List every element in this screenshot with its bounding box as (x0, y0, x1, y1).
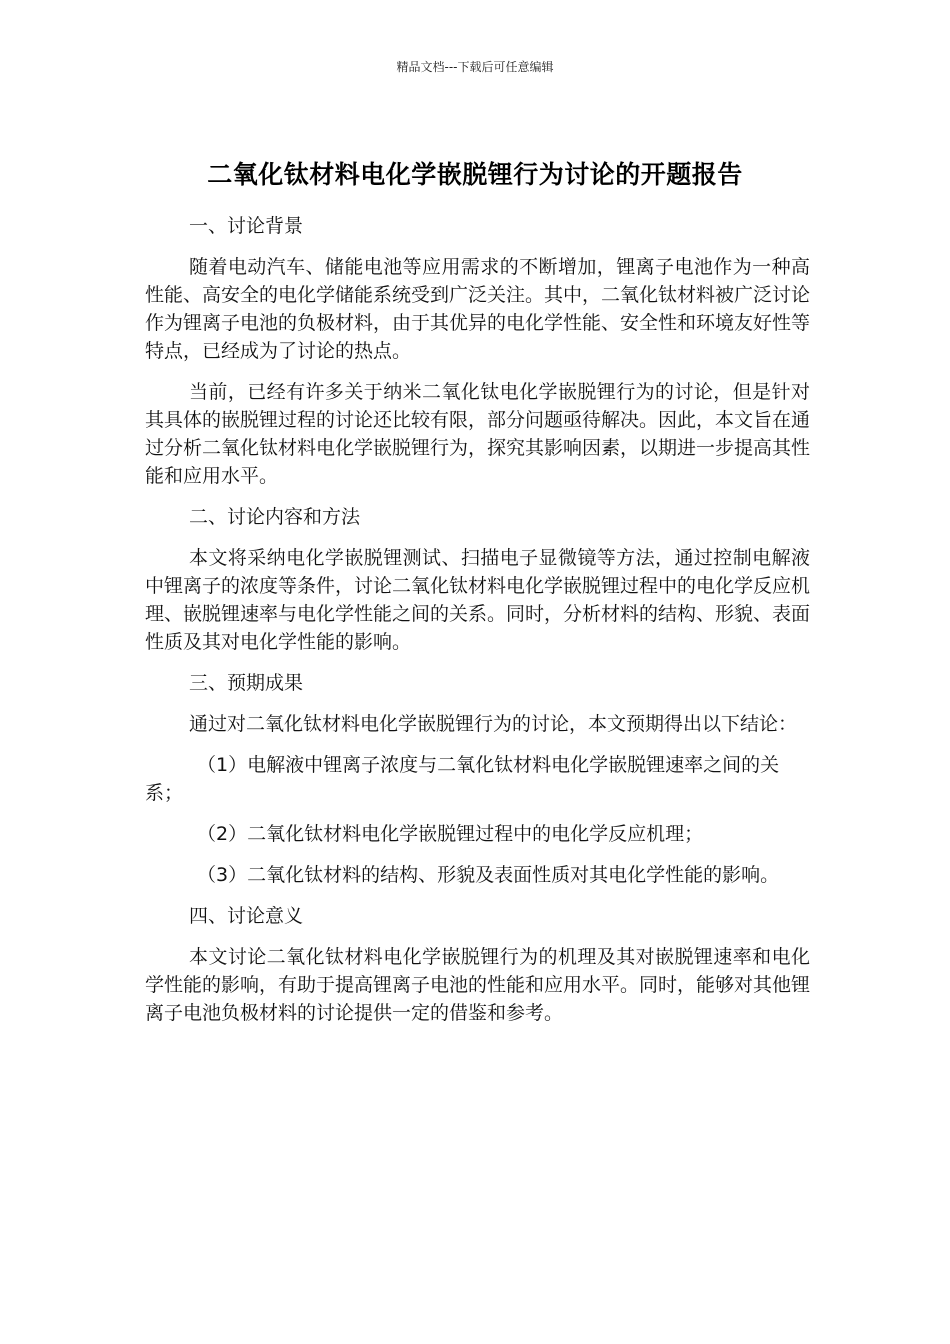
section-heading-content-methods: 二、讨论内容和方法 (189, 506, 361, 528)
list-item: （2）二氧化钛材料电化学嵌脱锂过程中的电化学反应机理； (197, 823, 704, 845)
document-title: 二氧化钛材料电化学嵌脱锂行为讨论的开题报告 (207, 159, 743, 189)
section-heading-expected-results: 三、预期成果 (189, 672, 304, 694)
paragraph: 当前，已经有许多关于纳米二氧化钛电化学嵌脱锂行为的讨论，但是针对其具体的嵌脱锂过程的讨论还比较有限，部分问题亟待解决。因此，本文旨在通过分析二氧化钛材料电化学嵌脱锂行为，探究其影响因素，以期进一步提高其性能和应用水平。 (145, 381, 811, 487)
section-heading-significance: 四、讨论意义 (189, 905, 304, 927)
document-body (145, 212, 810, 1040)
header-note: 精品文档---下载后可任意编辑 (396, 60, 554, 74)
section-heading-background: 一、讨论背景 (189, 215, 304, 237)
paragraph: 本文将采纳电化学嵌脱锂测试、扫描电子显微镜等方法，通过控制电解液中锂离子的浓度等条件，讨论二氧化钛材料电化学嵌脱锂过程中的电化学反应机理、嵌脱锂速率与电化学性能之间的关系。同时，分析材料的结构、形貌、表面性质及其对电化学性能的影响。 (145, 547, 811, 653)
paragraph: 随着电动汽车、储能电池等应用需求的不断增加，锂离子电池作为一种高性能、高安全的电化学储能系统受到广泛关注。其中，二氧化钛材料被广泛讨论作为锂离子电池的负极材料，由于其优异的电化学性能、安全性和环境友好性等特点，已经成为了讨论的热点。 (145, 256, 811, 362)
paragraph: 通过对二氧化钛材料电化学嵌脱锂行为的讨论，本文预期得出以下结论： (189, 713, 798, 735)
paragraph: 本文讨论二氧化钛材料电化学嵌脱锂行为的机理及其对嵌脱锂速率和电化学性能的影响，有助于提高锂离子电池的性能和应用水平。同时，能够对其他锂离子电池负极材料的讨论提供一定的借鉴和参考。 (145, 946, 811, 1024)
list-item: （3）二氧化钛材料的结构、形貌及表面性质对其电化学性能的影响。 (197, 864, 780, 886)
list-item: （1）电解液中锂离子浓度与二氧化钛材料电化学嵌脱锂速率之间的关系； (145, 754, 780, 804)
